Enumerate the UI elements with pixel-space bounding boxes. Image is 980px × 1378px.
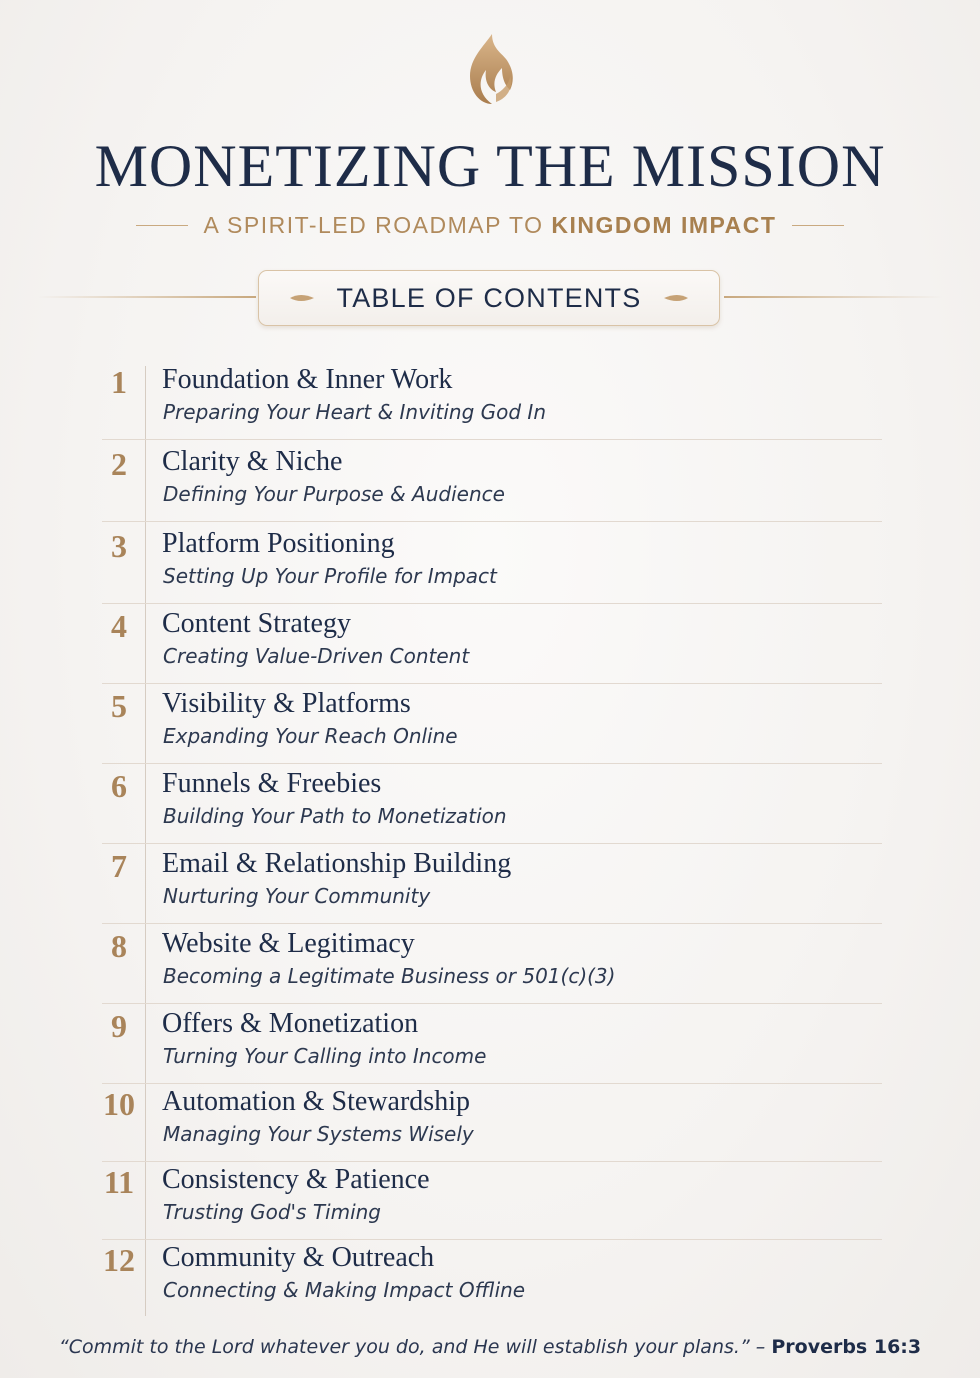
chapter-subtitle: Connecting & Making Impact Offline — [163, 1278, 526, 1302]
chapter-subtitle: Managing Your Systems Wisely — [163, 1122, 474, 1146]
chapter-number: 8 — [111, 928, 127, 964]
toc-entry-3[interactable] — [96, 524, 882, 604]
toc-entry-10[interactable] — [96, 1082, 882, 1162]
chapter-title: Community & Outreach — [162, 1242, 435, 1273]
chapter-title: Clarity & Niche — [162, 446, 343, 477]
chapter-title: Offers & Monetization — [162, 1008, 419, 1039]
chapter-subtitle: Building Your Path to Monetization — [163, 804, 507, 828]
quote-text: “Commit to the Lord whatever you do, and He will establish your plans.” – — [58, 1336, 772, 1358]
subtitle-row — [0, 208, 980, 242]
chapter-title: Foundation & Inner Work — [162, 364, 453, 395]
chapter-title: Content Strategy — [162, 608, 351, 639]
chapter-title: Funnels & Freebies — [162, 768, 382, 799]
chapter-number: 11 — [103, 1164, 135, 1200]
toc-plaque — [258, 270, 720, 326]
flame-icon — [462, 32, 518, 106]
entry-divider — [102, 439, 882, 440]
toc-entry-1[interactable] — [96, 360, 882, 440]
chapter-subtitle: Defining Your Purpose & Audience — [163, 482, 505, 506]
chapter-number: 1 — [111, 364, 127, 400]
subtitle — [204, 212, 777, 239]
quote-reference: Proverbs 16:3 — [771, 1336, 922, 1358]
chapter-subtitle: Becoming a Legitimate Business or 501(c)(3) — [163, 964, 616, 988]
toc-entry-8[interactable] — [96, 924, 882, 1004]
toc-label: TABLE OF CONTENTS — [336, 282, 642, 313]
toc-entry-6[interactable] — [96, 764, 882, 844]
scripture-quote — [0, 1336, 980, 1358]
chapter-number: 7 — [111, 848, 127, 884]
chapter-title: Visibility & Platforms — [162, 688, 411, 719]
toc-entry-11[interactable] — [96, 1160, 882, 1240]
chapter-title: Automation & Stewardship — [162, 1086, 470, 1117]
chapter-number: 9 — [111, 1008, 127, 1044]
page-title: MONETIZING THE MISSION — [94, 133, 886, 199]
chapter-title: Email & Relationship Building — [162, 848, 512, 879]
toc-entry-7[interactable] — [96, 844, 882, 924]
chapter-number: 2 — [111, 446, 127, 482]
chapter-title: Platform Positioning — [162, 528, 395, 559]
toc-entry-12[interactable] — [96, 1238, 882, 1318]
chapter-subtitle: Trusting God's Timing — [163, 1200, 381, 1224]
subtitle-emphasis: KINGDOM IMPACT — [551, 211, 777, 238]
chapter-number: 6 — [111, 768, 127, 804]
flourish-left-icon — [289, 293, 315, 303]
chapter-number: 5 — [111, 688, 127, 724]
subtitle-rule-left — [136, 225, 188, 226]
toc-entry-2[interactable] — [96, 442, 882, 522]
chapter-subtitle: Turning Your Calling into Income — [163, 1044, 487, 1068]
chapter-number: 3 — [111, 528, 127, 564]
chapter-title: Consistency & Patience — [162, 1164, 430, 1195]
chapter-subtitle: Creating Value-Driven Content — [163, 644, 470, 668]
chapter-subtitle: Setting Up Your Profile for Impact — [163, 564, 497, 588]
entry-divider — [102, 521, 882, 522]
chapter-subtitle: Nurturing Your Community — [163, 884, 431, 908]
toc-rule-left — [38, 296, 256, 298]
chapter-subtitle: Preparing Your Heart & Inviting God In — [163, 400, 546, 424]
flourish-right-icon — [663, 293, 689, 303]
toc-entry-9[interactable] — [96, 1004, 882, 1084]
toc-rule-right — [724, 296, 942, 298]
toc-entry-5[interactable] — [96, 684, 882, 764]
chapter-subtitle: Expanding Your Reach Online — [163, 724, 458, 748]
subtitle-prefix: A SPIRIT-LED ROADMAP TO — [203, 211, 552, 238]
chapter-title: Website & Legitimacy — [162, 928, 415, 959]
chapter-number: 10 — [103, 1086, 135, 1122]
toc-entry-4[interactable] — [96, 604, 882, 684]
subtitle-rule-right — [792, 225, 844, 226]
chapter-number: 12 — [103, 1242, 135, 1278]
chapter-number: 4 — [111, 608, 127, 644]
